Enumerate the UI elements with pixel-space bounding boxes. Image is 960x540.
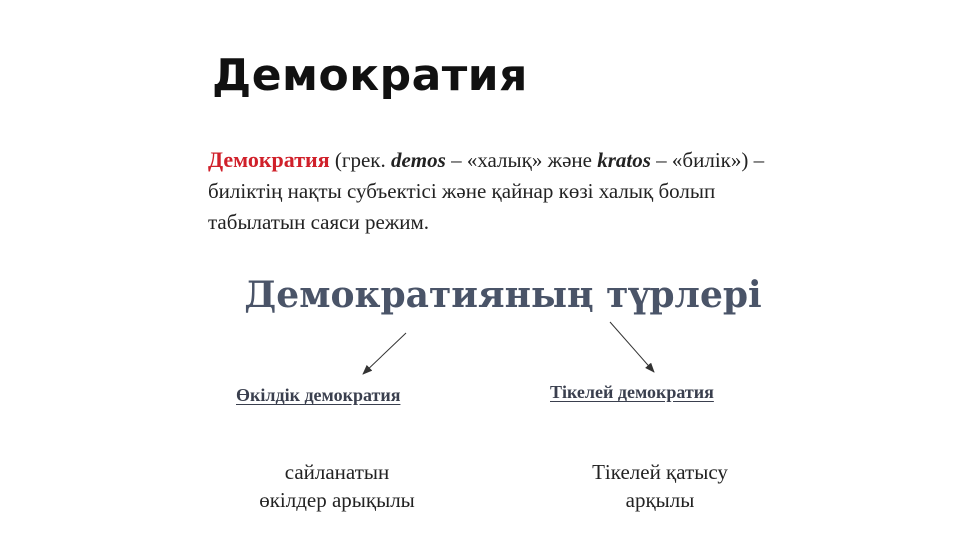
definition-text-part3: – «билік») – биліктің нақты субъектісі және қайнар көзі халық болып табылатын саяси режим. <box>208 148 765 234</box>
type-description-representative <box>232 458 442 514</box>
description-line: Тікелей қатысу <box>592 460 728 484</box>
types-heading: Демократияның түрлері <box>244 274 762 316</box>
definition-text-part1: (грек. <box>329 148 391 172</box>
description-line: арқылы <box>625 488 695 512</box>
description-line: сайланатын <box>284 460 390 484</box>
definition-text-part2: – «халық» және <box>445 148 598 172</box>
greek-word-demos: demos <box>390 148 446 172</box>
definition-term: Демократия <box>208 147 330 172</box>
definition-paragraph <box>208 144 788 238</box>
arrow-right <box>610 322 654 372</box>
type-label-direct: Тікелей демократия <box>550 382 714 402</box>
slide-title: Демократия <box>212 50 528 101</box>
arrow-left <box>363 333 406 374</box>
type-label-representative: Өкілдік демократия <box>236 385 401 405</box>
description-line: өкілдер арықылы <box>259 488 415 512</box>
type-description-direct <box>555 458 765 514</box>
greek-word-kratos: kratos <box>597 148 651 172</box>
